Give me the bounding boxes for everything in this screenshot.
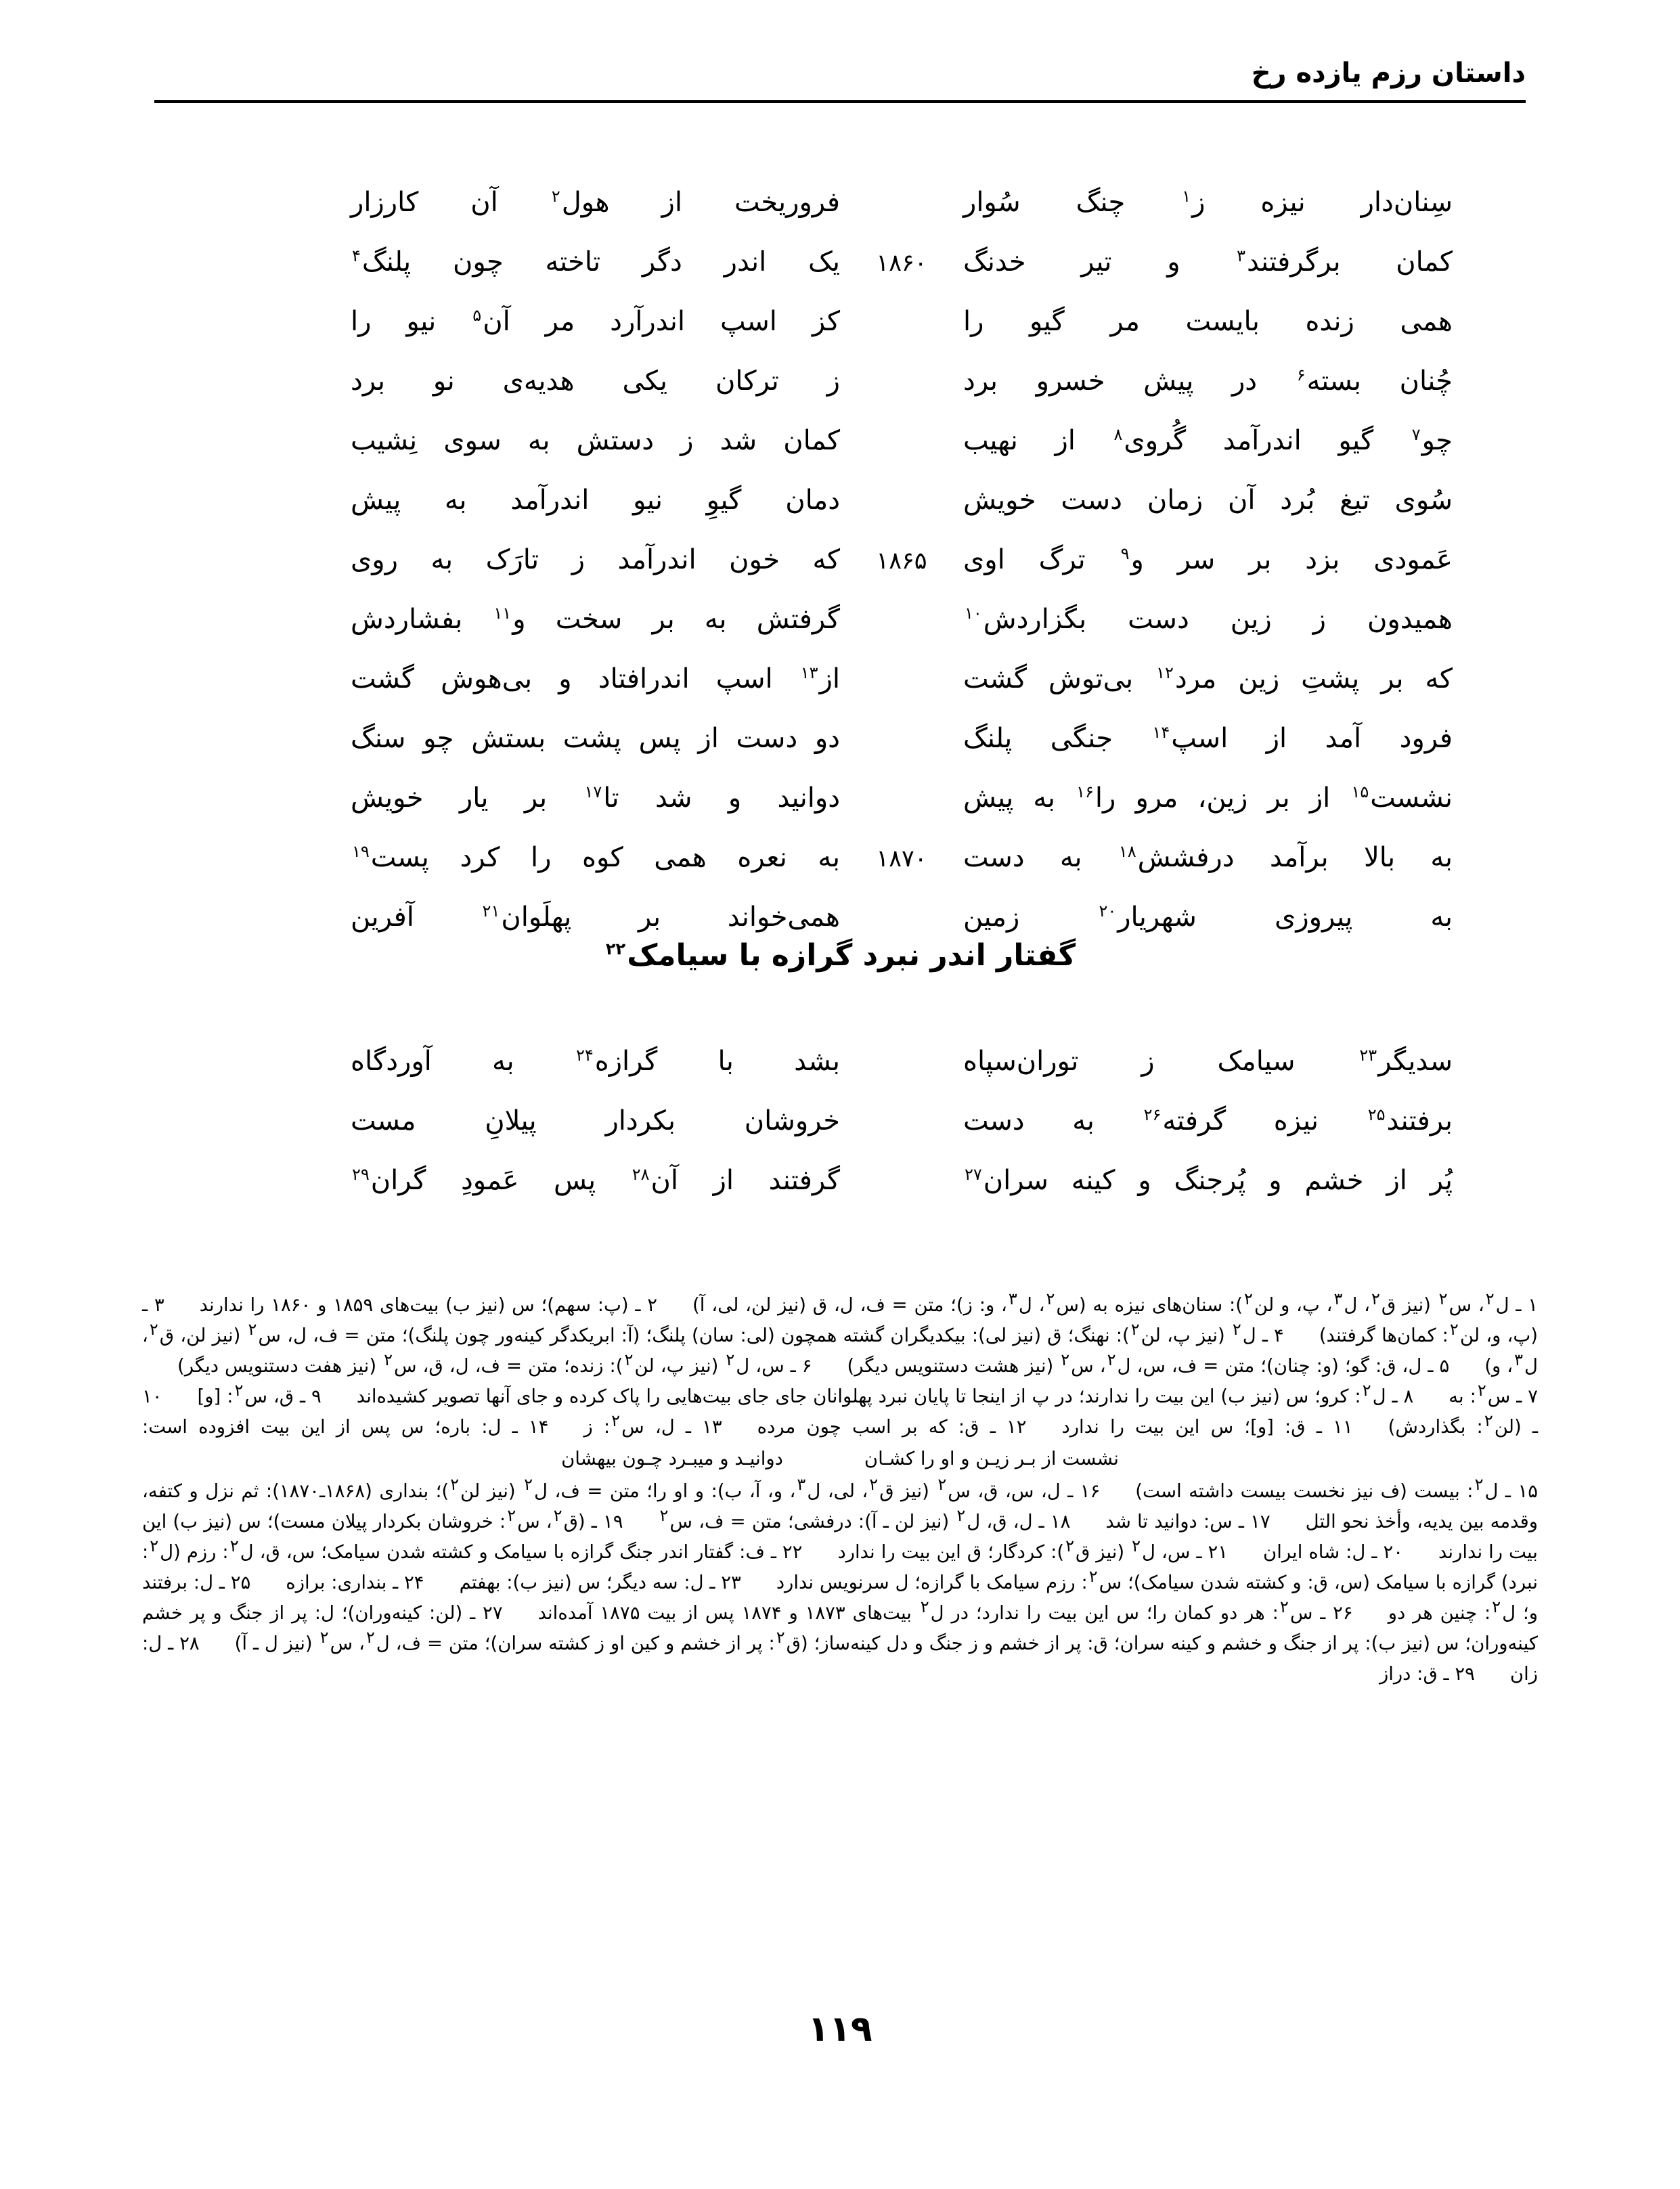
hemistich-right: برفتند$^{۲۵}$ نیزه گرفته$^{۲۶}$ به دست <box>963 1105 1453 1136</box>
hemistich-right: فرود آمد از اسپ$^{۱۴}$ جنگی پلنگ <box>963 722 1453 754</box>
hemistich-right: عَمودی بزد بر سر و$^۹$ ترگ اوی <box>963 544 1453 575</box>
hemistich-right: همیدون ز زین دست بگزاردش$^{۱۰}$ <box>965 603 1453 635</box>
running-title: داستان رزم یازده رخ <box>1251 58 1526 89</box>
verse-line <box>223 828 1457 887</box>
hemistich-left: گرفتش به بر سخت و$^{۱۱}$ بفشاردش <box>351 603 840 635</box>
hemistich-right: چو$^۷$ گیو اندرآمد گُروی$^۸$ از نهیب <box>963 424 1453 456</box>
inset-hemistich-left: دوانیـد و میبـرد چـون بیهشان <box>561 1448 783 1470</box>
hemistich-right: پُر از خشم و پُرجنگ و کینه سران$^{۲۷}$ <box>965 1164 1453 1196</box>
verse-line <box>223 351 1457 411</box>
hemistich-right: همی زنده بایست مر گیو را <box>963 306 1453 337</box>
footnote-paragraph: ۱۵ ـ ل$^۲$: بیست (ف نیز نخست بیست داشته است)۱۶ ـ ل، س، ق، س$^۲$ (نیز ق$^۲$، لی، ل$^۳$، و، آ، ب): و او را؛ متن = ف، ل$^۲$ (نیز لن$^۲$)؛ بنداری (۱۸۶۸ـ۱۸۷۰): ثم نزل و کتفه، وقدمه بین یدیه، وأخذ نحو التل۱۷ ـ س: دوانید تا شد۱۸ ـ ل، ق، ل$^۲$ (نیز لن ـ آ): درفشی؛ متن = ف، س$^۲$۱۹ ـ (ق$^۲$، س$^۲$: خروشان بکردار پیلان مست)؛ س (نیز ب) این بیت را ندارند۲۰ ـ ل: شاه ایران۲۱ ـ س، ل$^۲$ (نیز ق$^۲$): کردگار؛ ق این بیت را ندارد۲۲ ـ ف: گفتار اندر جنگ گرازه با سیامک و کشته شدن سیامک؛ س، ق، ل$^۲$: رزم (ل$^۲$: نبرد) گرازه با سیامک (س، ق: و کشته شدن سیامک)؛ س$^۲$: رزم سیامک با گرازه؛ ل سرنویس ندارد۲۳ ـ ل: سه دیگر؛ س (نیز ب): بهفتم۲۴ ـ بنداری: برازه۲۵ ـ ل: برفتند و؛ ل$^۲$: چنین هر دو۲۶ ـ س$^۲$: هر دو کمان را؛ س این بیت را ندارد؛ در ل$^۲$ بیت‌های ۱۸۷۳ و ۱۸۷۴ پس از بیت ۱۸۷۵ آمده‌اند۲۷ ـ (لن: کینه‌وران)؛ ل: پر از جنگ و پر خشم کینه‌وران؛ س (نیز ب): پر از جنگ و خشم و کینه سران؛ ق: پر از خشم و ز جنگ و دل کینه‌ساز؛ (ق$^۲$: پر از خشم و کین او ز کشته سران)؛ متن = ف، ل$^۲$، س$^۲$ (نیز ل ـ آ)۲۸ ـ ل: زان۲۹ ـ ق: دراز <box>142 1475 1539 1685</box>
verse-line <box>223 1151 1457 1210</box>
hemistich-right: به پیروزی شهریار$^{۲۰}$ زمین <box>963 901 1453 933</box>
verse-line <box>223 530 1457 590</box>
verse-number: ۱۸۶۵ <box>876 548 927 575</box>
header-rule <box>154 100 1526 103</box>
hemistich-left: به نعره همی کوه را کرد پست$^{۱۹}$ <box>352 841 840 873</box>
footnote-inset-verse <box>142 1444 1538 1474</box>
page-number: ۱۱۹ <box>808 2009 872 2050</box>
hemistich-left: ز ترکان یکی هدیه‌ی نو برد <box>351 366 840 397</box>
footnote-paragraph: ۱ ـ ل$^۲$، س$^۲$ (نیز ق$^۲$، ل$^۳$، پ، و لن$^۲$): سنان‌های نیزه به (س$^۲$، ل$^۳$، و: ز)؛ متن = ف، ل، ق (نیز لن، لی، آ)۲ ـ (پ: سهم)؛ س (نیز ب) بیت‌های ۱۸۵۹ و ۱۸۶۰ را ندارند۳ ـ (پ، و، لن$^۲$: کمان‌ها گرفتند)۴ ـ ل$^۲$ (نیز پ، لن$^۲$): نهنگ؛ ق (نیز لی): بیکدیگران گشته همچون (لی: سان) پلنگ؛ (آ: ابریکدگر کینه‌ور چون پلنگ)؛ متن = ف، ل، س$^۲$ (نیز لن، ق$^۲$، ل$^۳$، و)۵ ـ ل، ق: گو؛ (و: چنان)؛ متن = ف، س، ل$^۲$، س$^۲$ (نیز هشت دستنویس دیگر)۶ ـ س، ل$^۲$ (نیز پ، لن$^۲$): زنده؛ متن = ف، ل، ق، س$^۲$ (نیز هفت دستنویس دیگر)۷ ـ س$^۲$: به۸ ـ ل$^۲$: کرو؛ س (نیز ب) این بیت را ندارند؛ در پ از اینجا تا پایان نبرد پهلوانان جای جای بیت‌هایی را پاک کرده و جای آنها تصویر کشیده‌اند۹ ـ ق، س$^۲$: [و]۱۰ ـ (لن$^۲$: بگذاردش)۱۱ ـ ق: [و]؛ س این بیت را ندارد۱۲ ـ ق: که بر اسب چون مرده۱۳ ـ ل، س$^۲$: ز۱۴ ـ ل: باره؛ س پس از این بیت افزوده است: <box>142 1289 1539 1438</box>
verse-line <box>223 590 1457 649</box>
hemistich-right: سُوی تیغ بُرد آن زمان دست خویش <box>963 485 1453 516</box>
verse-line <box>223 411 1457 470</box>
hemistich-left: دوانید و شد تا$^{۱۷}$ بر یار خویش <box>351 782 840 814</box>
hemistich-right: کمان برگرفتند$^۳$ و تیر خدنگ <box>963 246 1453 278</box>
hemistich-left: یک اندر دگر تاخته چون پلنگ$^۴$ <box>352 246 840 278</box>
hemistich-left: که خون اندرآمد ز تارَک به روی <box>351 544 840 575</box>
section-heading: گفتار اندر نبرد گرازه با سیامک$^{۲۲}$ <box>605 938 1076 973</box>
verse-block-secondary <box>223 1032 1457 1210</box>
verse-line <box>223 470 1457 530</box>
verse-line <box>223 292 1457 351</box>
hemistich-right: چُنان بسته$^۶$ در پیش خسرو برد <box>963 365 1453 397</box>
hemistich-left: خروشان بکردار پیلانِ مست <box>351 1105 840 1136</box>
footnote-apparatus <box>142 1290 1538 1689</box>
hemistich-right: سِنان‌دار نیزه ز$^۱$ چنگ سُوار <box>963 186 1453 218</box>
verse-line <box>223 1032 1457 1091</box>
hemistich-left: فروریخت از هول$^۲$ آن کارزار <box>351 186 840 218</box>
hemistich-right: که بر پشتِ زین مرد$^{۱۲}$ بی‌توش گشت <box>963 663 1453 694</box>
verse-line <box>223 649 1457 709</box>
hemistich-left: کز اسپ اندرآرد مر آن$^۵$ نیو را <box>351 305 840 337</box>
verse-line <box>223 1091 1457 1151</box>
hemistich-left: دو دست از پس پشت بستش چو سنگ <box>351 723 840 754</box>
verse-line <box>223 768 1457 828</box>
running-head <box>154 58 1526 119</box>
verse-number: ۱۸۶۰ <box>876 250 927 277</box>
verse-number: ۱۸۷۰ <box>876 845 927 872</box>
verse-line <box>223 173 1457 232</box>
hemistich-left: بشد با گرازه$^{۲۴}$ به آوردگاه <box>351 1045 840 1077</box>
verse-line <box>223 232 1457 292</box>
inset-hemistich-right: نشست از بـر زیـن و او را کشـان <box>864 1448 1119 1470</box>
verse-block-primary <box>223 173 1457 947</box>
hemistich-left: دمان گیوِ نیو اندرآمد به پیش <box>351 485 840 516</box>
hemistich-right: نشست$^{۱۵}$ از بر زین، مرو را$^{۱۶}$ به پیش <box>963 782 1453 814</box>
hemistich-right: سدیگر$^{۲۳}$ سیامک ز توران‌سپاه <box>963 1045 1453 1077</box>
verse-line <box>223 709 1457 768</box>
hemistich-left: از$^{۱۳}$ اسپ اندرافتاد و بی‌هوش گشت <box>351 663 840 694</box>
hemistich-right: به بالا برآمد درفشش$^{۱۸}$ به دست <box>963 841 1453 873</box>
hemistich-left: گرفتند از آن$^{۲۸}$ پس عَمودِ گران$^{۲۹}$ <box>352 1164 840 1196</box>
hemistich-left: همی‌خواند بر پهلَوان$^{۲۱}$ آفرین <box>351 901 840 933</box>
hemistich-left: کمان شد ز دستش به سوی نِشیب <box>351 425 840 456</box>
